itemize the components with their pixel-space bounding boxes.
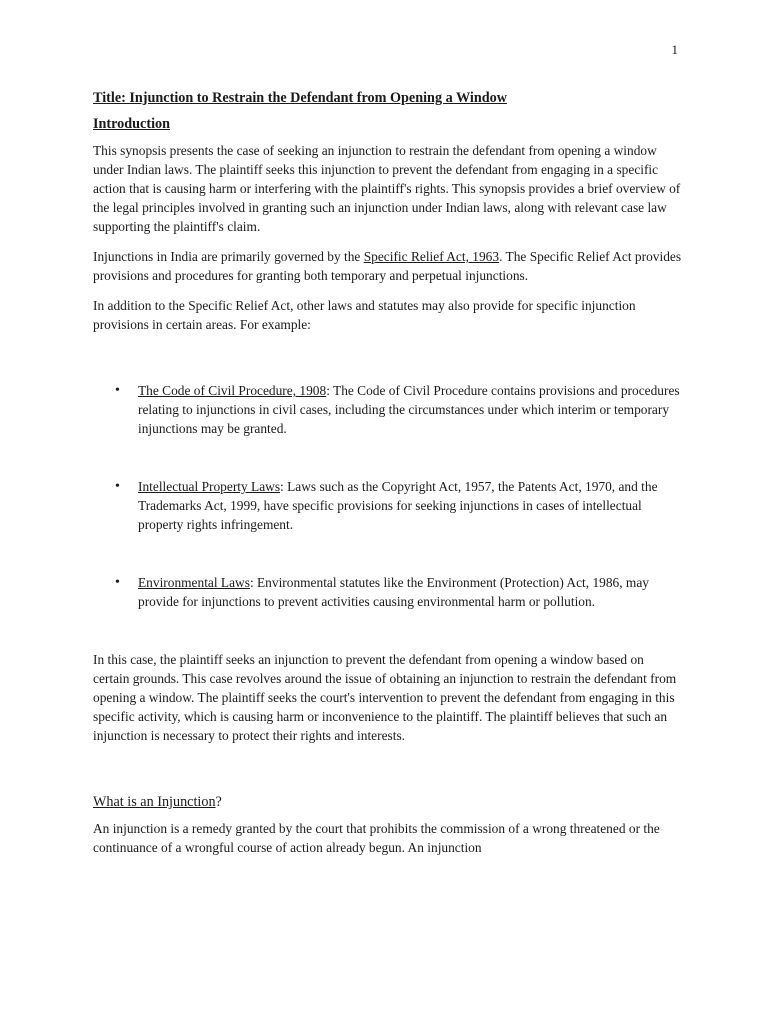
definition-paragraph: An injunction is a remedy granted by the court that prohibits the commission of a wrong threatened or the continuance of a wrongful course of action already begun. An injunction [93,821,660,855]
list-item [93,573,683,611]
list-item [93,477,683,534]
list-item-term: Environmental Laws [138,575,250,590]
governance-paragraph [93,247,683,285]
specific-relief-act-reference: Specific Relief Act, 1963 [363,249,500,264]
what-is-injunction-heading [93,792,683,812]
introduction-heading: Introduction [93,116,170,132]
other-laws-paragraph: In addition to the Specific Relief Act, other laws and statutes may also provide for specific injunction provisions in certain areas. For example: [93,298,636,332]
list-item-term: The Code of Civil Procedure, 1908 [138,383,327,398]
list-item-term: Intellectual Property Laws [138,479,281,494]
list-item-text: : Environmental statutes like the Environment (Protection) Act, 1986, may provide for injunctions to prevent activities causing environmental harm or pollution. [138,575,649,609]
document-body [93,88,683,868]
what-is-injunction-suffix: ? [215,794,222,810]
introduction-paragraph: This synopsis presents the case of seeking an injunction to restrain the defendant from opening a window under Indian laws. The plaintiff seeks this injunction to prevent the defendant from engaging in a specific action that is causing harm or interfering with the plaintiff's rights. This synopsis provides a brief overview of the legal principles involved in granting such an injunction under Indian laws, along with relevant case law supporting the plaintiff's claim. [93,143,681,234]
bullet-icon: • [115,479,120,494]
case-paragraph: In this case, the plaintiff seeks an injunction to prevent the defendant from opening a window based on certain grounds. This case revolves around the issue of obtaining an injunction to restrain the defendant from opening a window. The plaintiff seeks the court's intervention to prevent the defendant from engaging in this specific activity, which is causing harm or inconvenience to the plaintiff. The plaintiff believes that such an injunction is necessary to protect their rights and interests. [93,652,677,743]
bullet-icon: • [115,383,120,398]
bullet-icon: • [115,575,120,590]
page-number: 1 [671,42,678,57]
governance-text-before: Injunctions in India are primarily governed by the [93,249,364,264]
document-title: Title: Injunction to Restrain the Defendant from Opening a Window [93,90,507,106]
list-item-text: : Laws such as the Copyright Act, 1957, the Patents Act, 1970, and the Trademarks Act, 1999, have specific provisions for seeking injunctions in cases of intellectual property rights infringement. [138,479,658,532]
list-item-text: : The Code of Civil Procedure contains provisions and procedures relating to injunctions in civil cases, including the circumstances under which interim or temporary injunctions may be granted. [138,383,680,436]
what-is-injunction-underlined: What is an Injunction [93,794,216,810]
governance-text-after: . The Specific Relief Act provides provisions and procedures for granting both temporary and perpetual injunctions. [93,249,682,283]
laws-list [93,381,683,611]
list-item [93,381,683,438]
